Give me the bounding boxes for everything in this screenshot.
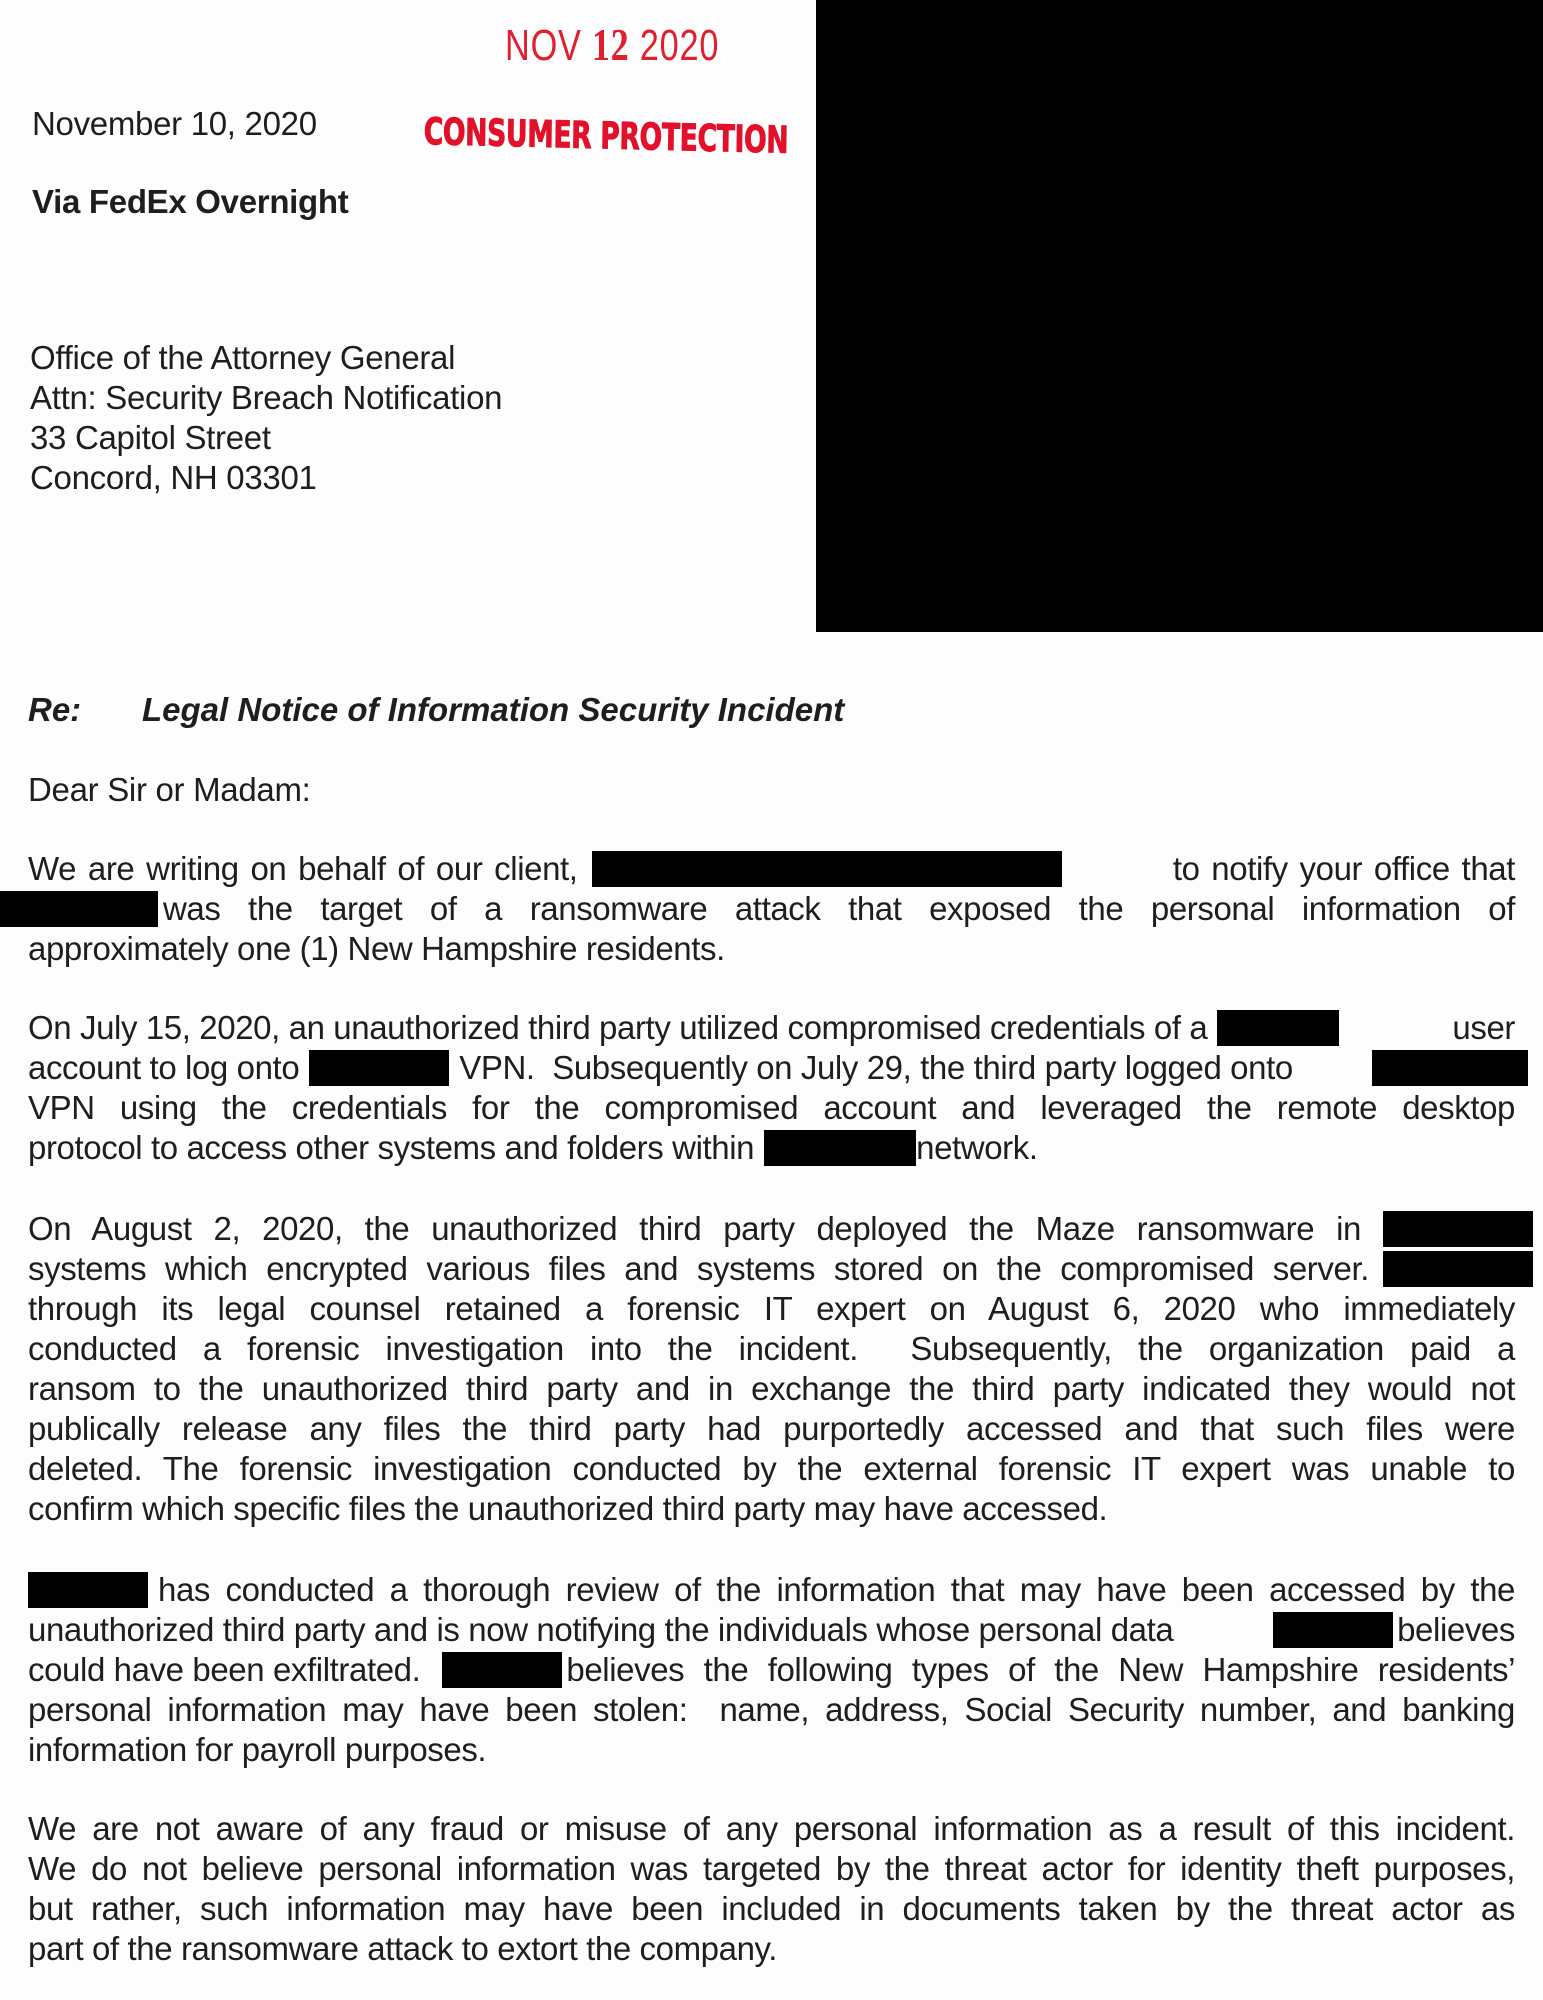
p4-line-4	[28, 1690, 1515, 1730]
delivery-method: Via FedEx Overnight	[32, 183, 349, 220]
text: systems which encrypted various files and systems stored on the compromised server.	[28, 1250, 1369, 1287]
text: network.	[916, 1129, 1038, 1166]
p3-line-7	[28, 1449, 1515, 1489]
stamp-day: 12	[592, 19, 630, 70]
p1-line-3	[28, 929, 1515, 969]
p5-line-4	[28, 1929, 1515, 1969]
consumer-protection-stamp: CONSUMER PROTECTION	[423, 110, 789, 162]
recipient-line-4: Concord, NH 03301	[30, 459, 317, 496]
stamp-month: NOV	[505, 21, 582, 70]
text: user	[1452, 1009, 1515, 1046]
text: approximately one (1) New Hampshire residents.	[28, 930, 725, 967]
recipient-line-3: 33 Capitol Street	[30, 419, 271, 456]
p3-line-2	[28, 1249, 1533, 1289]
p2-line-3	[28, 1088, 1515, 1128]
text: to notify your office that	[1172, 850, 1515, 887]
p1-line-2	[0, 889, 1515, 929]
p3-line-4	[28, 1329, 1515, 1369]
redaction	[28, 1572, 148, 1608]
redaction	[764, 1130, 916, 1166]
text: ransom to the unauthorized third party and in exchange the third party indicated they would not	[28, 1370, 1515, 1407]
redaction	[1383, 1251, 1533, 1287]
p3-line-6	[28, 1409, 1515, 1449]
stamp-year: 2020	[639, 21, 720, 70]
p1-line-1	[28, 849, 1515, 889]
text: account to log onto	[28, 1049, 300, 1086]
text: publically release any files the third party had purportedly accessed and that such files were	[28, 1410, 1515, 1447]
text: On August 2, 2020, the unauthorized third party deployed the Maze ransomware in	[28, 1210, 1361, 1247]
text: protocol to access other systems and folders within	[28, 1129, 755, 1166]
redaction	[1273, 1612, 1393, 1648]
p4-line-2	[28, 1610, 1515, 1650]
p2-line-2	[28, 1048, 1528, 1088]
text: could have been exfiltrated.	[28, 1651, 421, 1688]
recipient-line-1: Office of the Attorney General	[30, 339, 456, 376]
text: We are not aware of any fraud or misuse of any personal information as a result of this incident.	[28, 1810, 1515, 1847]
text: VPN. Subsequently on July 29, the third party logged onto	[459, 1049, 1293, 1086]
text: through its legal counsel retained a forensic IT expert on August 6, 2020 who immediately	[28, 1290, 1515, 1327]
p4-line-3	[28, 1650, 1515, 1690]
recipient-line-2: Attn: Security Breach Notification	[30, 379, 503, 416]
p5-line-3	[28, 1889, 1515, 1929]
p4-line-5	[28, 1730, 1515, 1770]
redaction	[442, 1652, 562, 1688]
p2-line-4	[28, 1128, 1515, 1168]
subject-title: Legal Notice of Information Security Incident	[142, 691, 845, 728]
salutation: Dear Sir or Madam:	[28, 771, 311, 808]
p3-line-5	[28, 1369, 1515, 1409]
text: We are writing on behalf of our client,	[28, 850, 578, 887]
text: conducted a forensic investigation into the incident. Subsequently, the organization paid a	[28, 1330, 1515, 1367]
redaction	[1372, 1050, 1528, 1086]
p5-line-1	[28, 1809, 1515, 1849]
text: believes the following types of the New Hampshire residents’	[566, 1651, 1515, 1688]
redaction	[592, 851, 1062, 887]
p3-line-3	[28, 1289, 1515, 1329]
text: information for payroll purposes.	[28, 1731, 487, 1768]
redaction	[1217, 1010, 1339, 1046]
redacted-letterhead	[816, 0, 1543, 632]
text: unauthorized third party and is now notifying the individuals whose personal data	[28, 1611, 1174, 1648]
text: deleted. The forensic investigation conducted by the external forensic IT expert was unable to	[28, 1450, 1515, 1487]
redaction	[1383, 1211, 1533, 1247]
received-date-stamp	[505, 18, 719, 71]
p3-line-8	[28, 1489, 1515, 1529]
redaction	[309, 1050, 449, 1086]
subject-prefix: Re:	[28, 691, 82, 728]
text: part of the ransomware attack to extort the company.	[28, 1930, 777, 1967]
text: confirm which specific files the unauthorized third party may have accessed.	[28, 1490, 1108, 1527]
text: We do not believe personal information was targeted by the threat actor for identity theft purposes,	[28, 1850, 1515, 1887]
text: was the target of a ransomware attack that exposed the personal information of	[163, 890, 1515, 927]
p5-line-2	[28, 1849, 1515, 1889]
p3-line-1	[28, 1209, 1533, 1249]
p2-line-1	[28, 1008, 1515, 1048]
letter-date: November 10, 2020	[32, 105, 317, 142]
p4-line-1	[28, 1570, 1515, 1610]
text: but rather, such information may have been included in documents taken by the threat actor as	[28, 1890, 1515, 1927]
redaction	[0, 891, 158, 927]
text: personal information may have been stolen: name, address, Social Security number, and banking	[28, 1691, 1515, 1728]
text: has conducted a thorough review of the information that may have been accessed by the	[158, 1571, 1515, 1608]
text: VPN using the credentials for the compromised account and leveraged the remote desktop	[28, 1089, 1515, 1126]
text: On July 15, 2020, an unauthorized third party utilized compromised credentials of a	[28, 1009, 1208, 1046]
text: believes	[1397, 1611, 1515, 1648]
